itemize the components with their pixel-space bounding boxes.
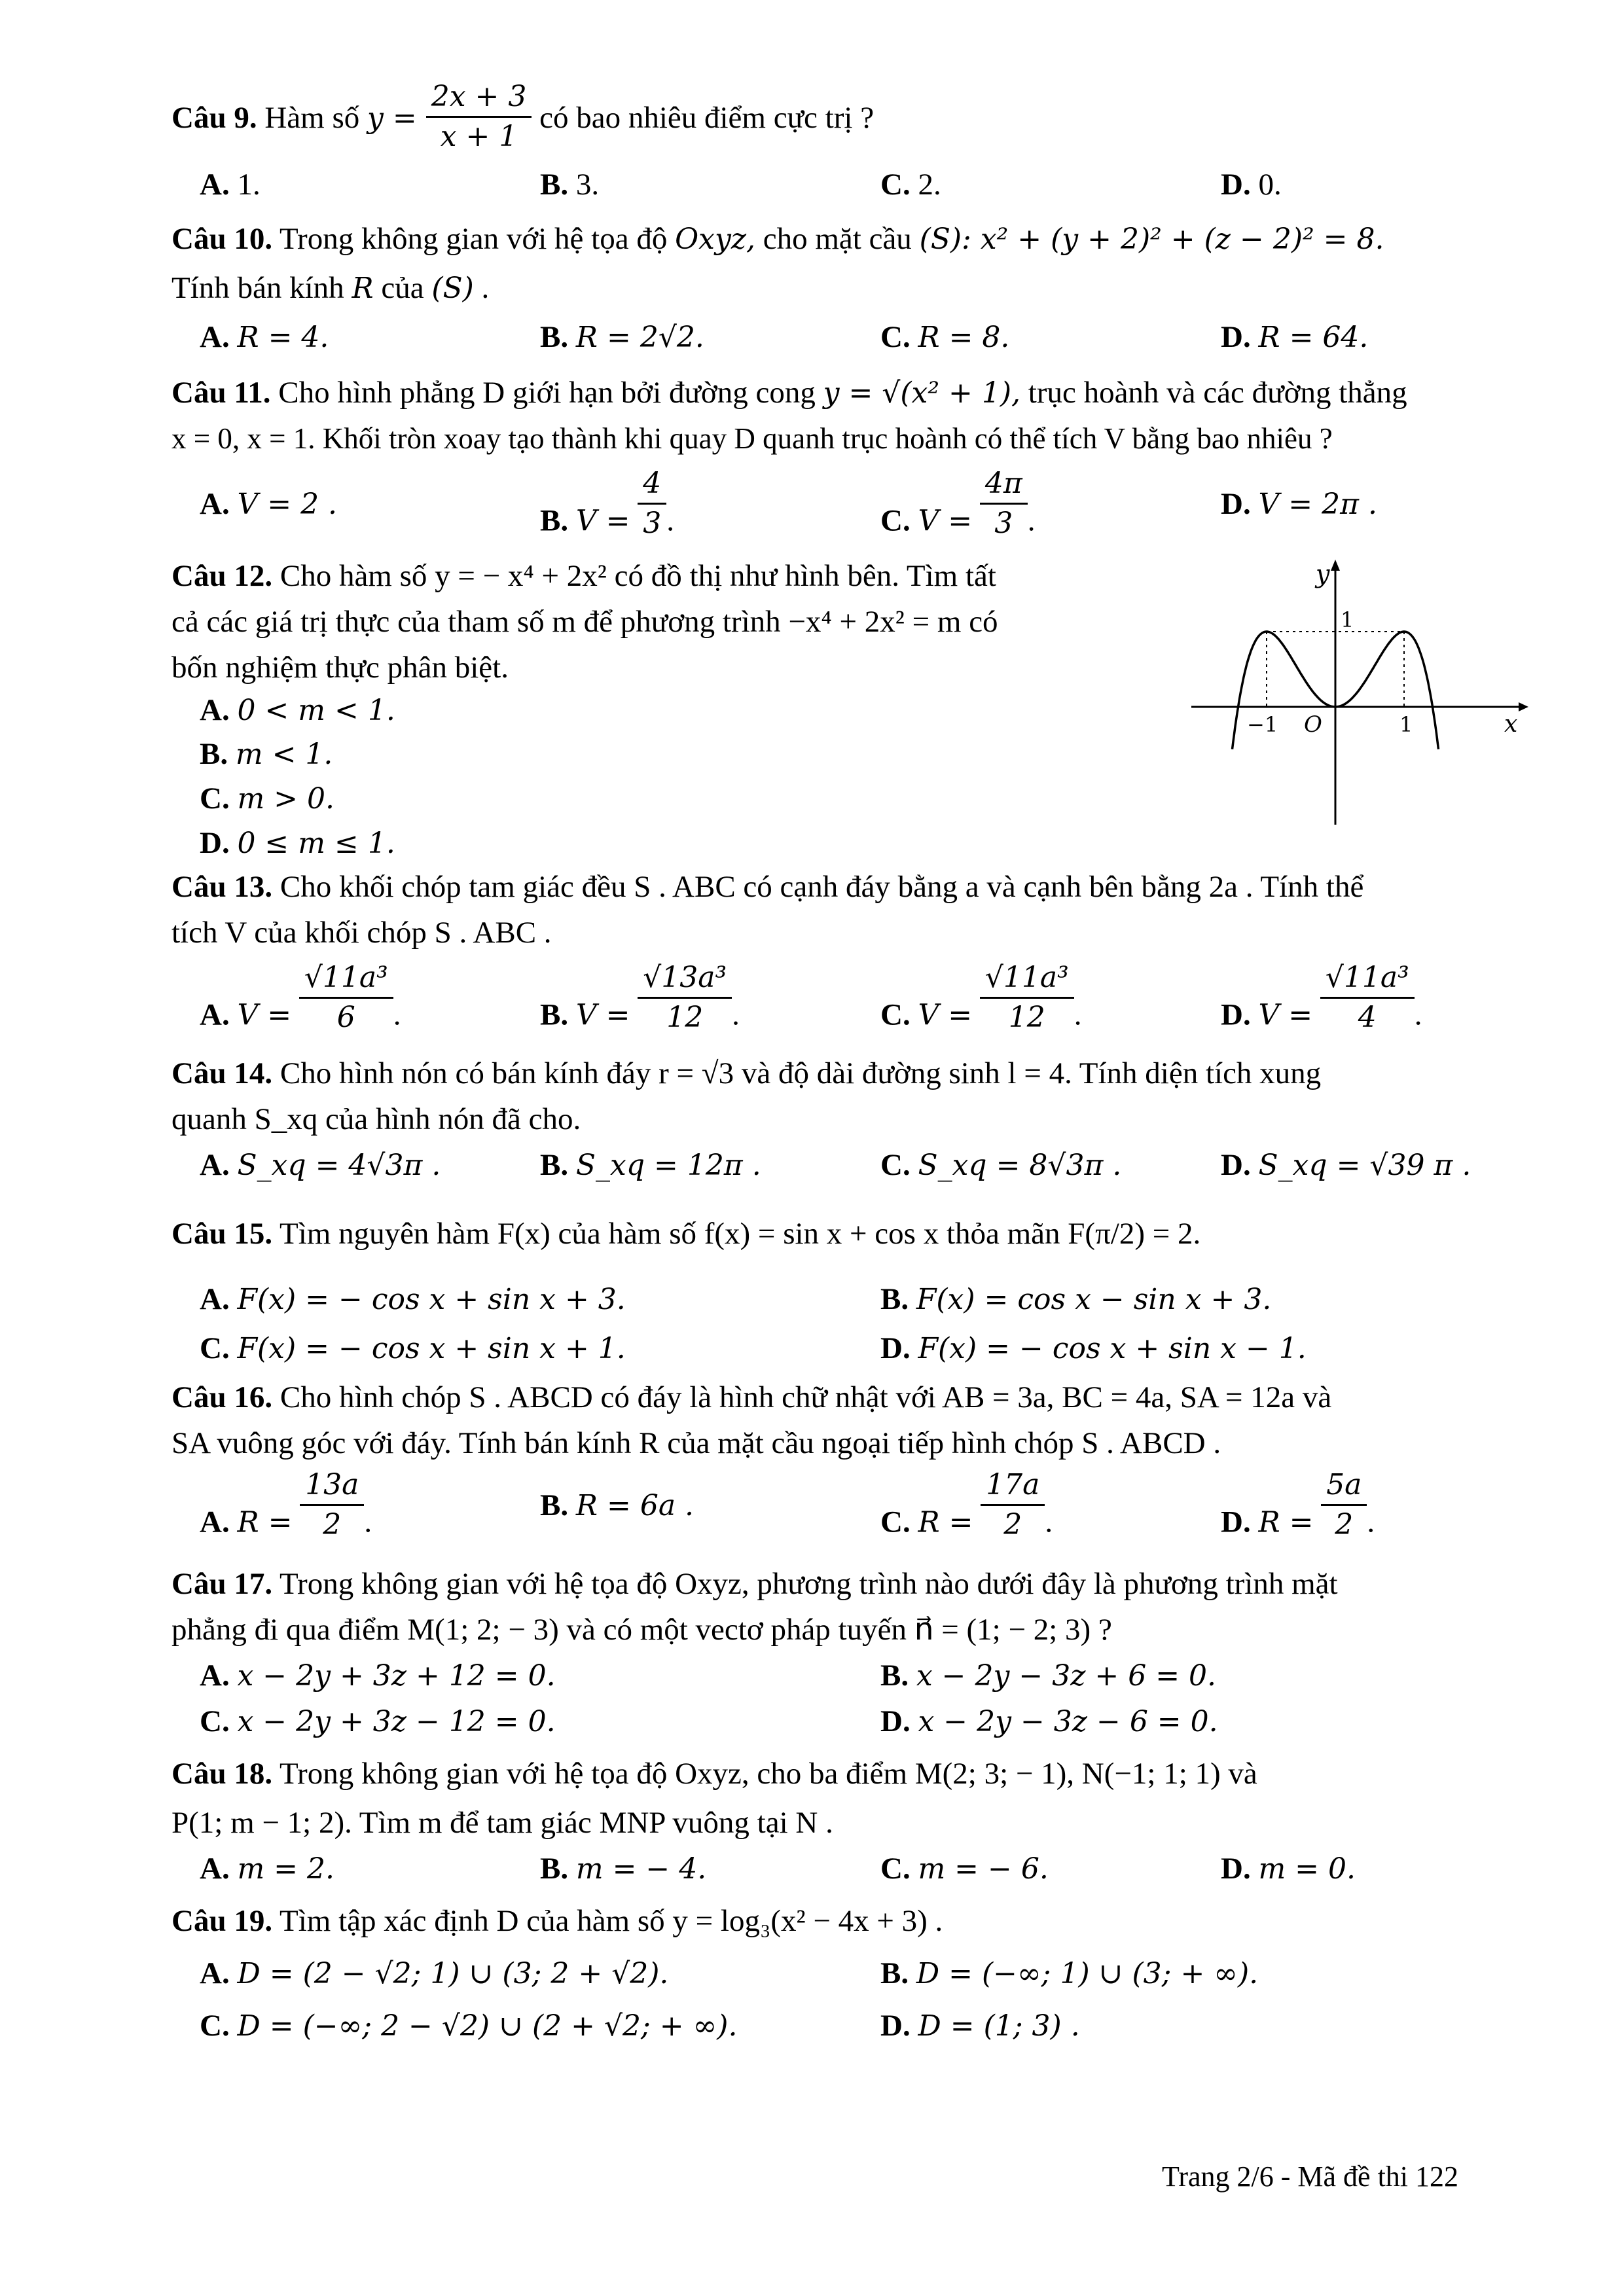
- question-label: Câu 9.: [171, 101, 257, 135]
- option-label: C.: [200, 2009, 230, 2043]
- fraction: [638, 465, 666, 543]
- option-text: 0.: [1258, 168, 1282, 202]
- option-text: R = 64.: [1258, 321, 1369, 354]
- option-label: D.: [1221, 487, 1251, 521]
- option-b[interactable]: B. V = $\frac{4}{3}$ .: [540, 465, 674, 543]
- math: (S): x² + (y + 2)² + (z − 2)² = 8.: [919, 223, 1384, 256]
- question-label: Câu 13.: [171, 870, 273, 904]
- fraction: [980, 959, 1074, 1037]
- option-b[interactable]: [880, 1954, 1258, 1994]
- math: Oxyz,: [675, 223, 755, 256]
- question-label: Câu 18.: [171, 1757, 273, 1791]
- option-label: D.: [1221, 997, 1251, 1032]
- numerator: 17a: [981, 1466, 1045, 1506]
- numerator: 13a: [300, 1466, 364, 1506]
- option-text: m < 1.: [235, 738, 333, 771]
- option-label: C.: [200, 781, 230, 816]
- option-label: A.: [200, 1505, 230, 1539]
- option-label: A.: [200, 693, 230, 727]
- question-text: P(1; m − 1; 2). Tìm m để tam giác MNP vuông tại N .: [171, 1806, 833, 1840]
- option-label: B.: [540, 997, 569, 1032]
- fraction: [1320, 959, 1415, 1037]
- option-text: D = (−∞; 1) ∪ (3; + ∞).: [916, 1957, 1259, 1990]
- question-label: Câu 12.: [171, 559, 273, 593]
- question-10-line2: Tính bán kính R của (S) .: [171, 271, 490, 305]
- question-11-line2: [171, 419, 1333, 458]
- question-text: Trong không gian với hệ tọa độ: [280, 222, 668, 256]
- option-label: B.: [540, 1852, 569, 1886]
- option-label: D.: [1221, 1505, 1251, 1539]
- option-d[interactable]: [1221, 1849, 1356, 1889]
- question-16-line2: [171, 1424, 1221, 1463]
- option-b[interactable]: [880, 1280, 1271, 1319]
- option-label: D.: [880, 1331, 911, 1365]
- question-18-line2: [171, 1803, 833, 1842]
- option-label: A.: [200, 1659, 230, 1693]
- numerator: 2x + 3: [426, 78, 532, 118]
- option-label: B.: [540, 320, 569, 354]
- option-b[interactable]: [200, 734, 333, 774]
- question-text: của: [381, 271, 424, 305]
- option-text: F(x) = cos x − sin x + 3.: [916, 1283, 1272, 1316]
- option-text: D = (1; 3) .: [918, 2009, 1080, 2043]
- option-text: 1.: [237, 168, 261, 202]
- option-d[interactable]: D. R = $\frac{5a}{2}$ .: [1221, 1466, 1375, 1544]
- option-label: C.: [880, 1148, 911, 1182]
- option-text: m = − 6.: [918, 1852, 1049, 1886]
- option-label: C.: [200, 1331, 230, 1365]
- denominator: 4: [1358, 1001, 1377, 1034]
- option-label: B.: [880, 1282, 909, 1316]
- option-label: B.: [540, 1148, 569, 1182]
- option-label: D.: [1221, 168, 1251, 202]
- question-12: [171, 556, 996, 596]
- option-label: C.: [880, 168, 911, 202]
- option-text: S_xq = 12π .: [575, 1149, 761, 1182]
- option-text: 0 < m < 1.: [237, 694, 395, 727]
- question-text: Cho khối chóp tam giác đều S . ABC có cạnh đáy bằng a và cạnh bên bằng 2a . Tính thể: [280, 870, 1364, 904]
- question-text: Hàm số: [264, 101, 360, 135]
- question-text: Trong không gian với hệ tọa độ Oxyz, phương trình nào dưới đây là phương trình mặt: [280, 1567, 1338, 1601]
- option-c[interactable]: C. V = $\frac{4\pi}{3}$ .: [880, 465, 1036, 543]
- question-label: Câu 19.: [171, 1904, 273, 1938]
- option-label: A.: [200, 320, 230, 354]
- question-text: cả các giá trị thực của tham số m để phương trình −x⁴ + 2x² = m có: [171, 605, 998, 639]
- option-text: R = 8.: [918, 321, 1010, 354]
- option-label: A.: [200, 1852, 230, 1886]
- option-label: A.: [200, 168, 230, 202]
- option-b[interactable]: [540, 317, 704, 357]
- question-text: phẳng đi qua điểm M(1; 2; − 3) và có một vectơ pháp tuyến n⃗ = (1; − 2; 3) ?: [171, 1613, 1112, 1647]
- option-a[interactable]: [200, 1145, 441, 1185]
- option-text: V = 2π .: [1258, 488, 1377, 521]
- denominator: x + 1: [440, 120, 518, 153]
- option-text: D = (−∞; 2 − √2) ∪ (2 + √2; + ∞).: [237, 2009, 738, 2043]
- question-label: Câu 17.: [171, 1567, 273, 1601]
- option-text: F(x) = − cos x + sin x − 1.: [918, 1332, 1307, 1365]
- option-c[interactable]: [200, 1702, 556, 1742]
- numerator: √13a³: [638, 959, 732, 999]
- numerator: √11a³: [1320, 959, 1415, 999]
- question-label: Câu 10.: [171, 222, 273, 256]
- option-label: B.: [540, 168, 569, 202]
- denominator: 12: [1008, 1001, 1045, 1034]
- option-label: A.: [200, 1282, 230, 1316]
- option-label: B.: [540, 1488, 569, 1522]
- question-16: [171, 1378, 1331, 1417]
- option-label: D.: [1221, 1852, 1251, 1886]
- option-d[interactable]: [200, 823, 395, 863]
- option-label: C.: [880, 1852, 911, 1886]
- question-14-line2: [171, 1100, 581, 1139]
- option-label: B.: [200, 737, 228, 771]
- denominator: 2: [1003, 1508, 1022, 1541]
- option-label: B.: [540, 503, 569, 538]
- option-b[interactable]: [540, 165, 599, 204]
- question-11: [171, 373, 1407, 413]
- question-text: Tìm nguyên hàm F(x) của hàm số f(x) = sin x + cos x thỏa mãn F(π/2) = 2.: [280, 1217, 1201, 1251]
- option-c[interactable]: [880, 1145, 1121, 1185]
- option-text: F(x) = − cos x + sin x + 3.: [237, 1283, 626, 1316]
- option-label: A.: [200, 487, 230, 521]
- option-a[interactable]: [200, 1849, 334, 1889]
- option-d[interactable]: [1221, 484, 1377, 524]
- option-a[interactable]: [200, 691, 395, 730]
- tick-label: 1: [1341, 607, 1354, 632]
- question-18: [171, 1754, 1257, 1793]
- question-text: x = 0, x = 1. Khối tròn xoay tạo thành khi quay D quanh trục hoành có thể tích V bằng bao nhiêu ?: [171, 422, 1333, 455]
- option-label: A.: [200, 997, 230, 1032]
- option-text: D = (2 − √2; 1) ∪ (3; 2 + √2).: [237, 1957, 669, 1990]
- option-text: R = 2√2.: [575, 321, 704, 354]
- option-text: m = − 4.: [575, 1852, 707, 1886]
- option-text: 0 ≤ m ≤ 1.: [237, 827, 395, 860]
- option-c[interactable]: [880, 317, 1009, 357]
- option-text: x − 2y + 3z + 12 = 0.: [237, 1659, 556, 1693]
- option-text: F(x) = − cos x + sin x + 1.: [237, 1332, 626, 1365]
- option-a[interactable]: A. V = $\frac{\text{√11a³}}{6}$ .: [200, 959, 401, 1037]
- question-text: trục hoành và các đường thẳng: [1028, 376, 1407, 410]
- question-19: [171, 1901, 943, 1941]
- numerator: 5a: [1321, 1466, 1367, 1506]
- option-b[interactable]: [540, 1486, 694, 1526]
- question-17: [171, 1564, 1338, 1604]
- fraction: [638, 959, 732, 1037]
- denominator: 12: [666, 1001, 704, 1034]
- fraction: [426, 78, 532, 156]
- option-a[interactable]: [200, 1280, 626, 1319]
- option-label: D.: [1221, 1148, 1251, 1182]
- question-9: Câu 9. Hàm số y = $\frac{2x + 3}{x + 1}$ có bao nhiêu điểm cực trị ?: [171, 98, 874, 156]
- numerator: 4π: [980, 465, 1028, 505]
- option-text: S_xq = √39 π .: [1258, 1149, 1471, 1182]
- option-a[interactable]: [200, 317, 329, 357]
- option-label: A.: [200, 1148, 230, 1182]
- question-text: Tìm tập xác định D của hàm số y = log₃(x² − 4x + 3) .: [280, 1904, 943, 1938]
- question-text: Trong không gian với hệ tọa độ Oxyz, cho ba điểm M(2; 3; − 1), N(−1; 1; 1) và: [280, 1757, 1257, 1791]
- option-a[interactable]: [200, 165, 261, 204]
- denominator: 2: [323, 1508, 342, 1541]
- option-label: C.: [200, 1704, 230, 1738]
- question-text: có bao nhiêu điểm cực trị ?: [539, 101, 875, 135]
- option-text: x − 2y + 3z − 12 = 0.: [237, 1705, 556, 1738]
- question-label: Câu 14.: [171, 1056, 273, 1090]
- question-17-line2: [171, 1610, 1112, 1649]
- question-text: cho mặt cầu: [763, 222, 912, 256]
- option-d[interactable]: [1221, 317, 1368, 357]
- option-text: m = 0.: [1258, 1852, 1356, 1886]
- question-text: Cho hình phẳng D giới hạn bởi đường cong: [278, 376, 816, 410]
- option-text: R = 6a .: [575, 1489, 695, 1522]
- option-text: V = 2 .: [237, 488, 338, 521]
- question-text: bốn nghiệm thực phân biệt.: [171, 651, 509, 685]
- option-text: S_xq = 8√3π .: [918, 1149, 1122, 1182]
- question-14: [171, 1054, 1321, 1093]
- question-text: Cho hình nón có bán kính đáy r = √3 và độ dài đường sinh l = 4. Tính diện tích xung: [280, 1056, 1322, 1090]
- question-label: Câu 11.: [171, 376, 271, 410]
- x-label: x: [1504, 711, 1518, 738]
- math: y = √(x² + 1),: [823, 376, 1020, 410]
- question-text: Cho hình chóp S . ABCD có đáy là hình chữ nhật với AB = 3a, BC = 4a, SA = 12a và: [280, 1380, 1332, 1414]
- y-axis-arrow-icon: [1331, 560, 1340, 571]
- option-a[interactable]: [200, 1656, 556, 1696]
- denominator: 3: [643, 507, 662, 540]
- question-label: Câu 16.: [171, 1380, 273, 1414]
- denominator: 2: [1335, 1508, 1354, 1541]
- option-label: C.: [880, 503, 911, 538]
- option-a[interactable]: [200, 484, 337, 524]
- question-label: Câu 15.: [171, 1217, 273, 1251]
- option-d[interactable]: [880, 1702, 1218, 1742]
- tick-label: −1: [1247, 712, 1278, 737]
- question-text: Cho hàm số y = − x⁴ + 2x² có đồ thị như hình bên. Tìm tất: [280, 559, 996, 593]
- option-a[interactable]: A. R = $\frac{13a}{2}$ .: [200, 1466, 372, 1544]
- option-text: m = 2.: [237, 1852, 334, 1886]
- option-label: C.: [880, 997, 911, 1032]
- option-text: x − 2y − 3z − 6 = 0.: [918, 1705, 1218, 1738]
- question-12-line2: [171, 602, 998, 641]
- question-10: [171, 219, 1384, 259]
- option-d[interactable]: [880, 1329, 1307, 1369]
- option-b[interactable]: B. V = $\frac{\text{√13a³}}{12}$ .: [540, 959, 740, 1037]
- numerator: √11a³: [980, 959, 1074, 999]
- option-c[interactable]: [200, 779, 334, 819]
- numerator: √11a³: [299, 959, 393, 999]
- option-label: B.: [880, 1956, 909, 1990]
- option-c[interactable]: [880, 1849, 1049, 1889]
- fraction: [981, 1466, 1045, 1544]
- option-label: D.: [880, 1704, 911, 1738]
- option-d[interactable]: [1221, 1145, 1471, 1185]
- option-label: D.: [200, 826, 230, 860]
- option-b[interactable]: [880, 1656, 1216, 1696]
- option-label: C.: [880, 1505, 911, 1539]
- option-text: 3.: [575, 168, 600, 202]
- question-13-line2: [171, 913, 552, 952]
- function-graph: [1191, 556, 1532, 831]
- fraction: [1321, 1466, 1367, 1544]
- option-c[interactable]: [200, 1329, 626, 1369]
- numerator: 4: [638, 465, 666, 505]
- denominator: 3: [994, 507, 1013, 540]
- denominator: 6: [336, 1001, 355, 1034]
- option-label: A.: [200, 1956, 230, 1990]
- y-label: y: [1316, 560, 1330, 588]
- page-footer: Trang 2/6 - Mã đề thi 122: [1162, 2161, 1459, 2193]
- option-d[interactable]: [1221, 165, 1282, 204]
- question-text: SA vuông góc với đáy. Tính bán kính R của mặt cầu ngoại tiếp hình chóp S . ABCD .: [171, 1426, 1221, 1460]
- option-c[interactable]: [880, 165, 941, 204]
- question-12-line3: [171, 648, 509, 687]
- tick-label: 1: [1399, 712, 1413, 737]
- option-text: 2.: [918, 168, 941, 202]
- question-text: tích V của khối chóp S . ABC .: [171, 916, 552, 950]
- question-text: Tính bán kính: [171, 271, 344, 305]
- option-text: m > 0.: [237, 782, 334, 816]
- option-c[interactable]: C. R = $\frac{17a}{2}$ .: [880, 1466, 1053, 1544]
- option-text: R = 4.: [237, 321, 329, 354]
- question-text: quanh S_xq của hình nón đã cho.: [171, 1102, 581, 1136]
- option-label: C.: [880, 320, 911, 354]
- option-label: B.: [880, 1659, 909, 1693]
- option-d[interactable]: [880, 2006, 1080, 2046]
- option-text: S_xq = 4√3π .: [237, 1149, 441, 1182]
- option-label: D.: [880, 2009, 911, 2043]
- option-b[interactable]: [540, 1145, 761, 1185]
- question-15: [171, 1214, 1200, 1253]
- fraction: [980, 465, 1028, 543]
- option-a[interactable]: [200, 1954, 668, 1994]
- x-axis-arrow-icon: [1519, 702, 1528, 711]
- origin-label: O: [1304, 711, 1322, 738]
- option-label: D.: [1221, 320, 1251, 354]
- option-c[interactable]: C. V = $\frac{\text{√11a³}}{12}$ .: [880, 959, 1082, 1037]
- fraction: [300, 1466, 364, 1544]
- fraction: [299, 959, 393, 1037]
- option-text: x − 2y − 3z + 6 = 0.: [916, 1659, 1217, 1693]
- option-b[interactable]: [540, 1849, 706, 1889]
- question-13: [171, 867, 1363, 906]
- option-d[interactable]: D. V = $\frac{\text{√11a³}}{4}$ .: [1221, 959, 1422, 1037]
- option-c[interactable]: [200, 2006, 737, 2046]
